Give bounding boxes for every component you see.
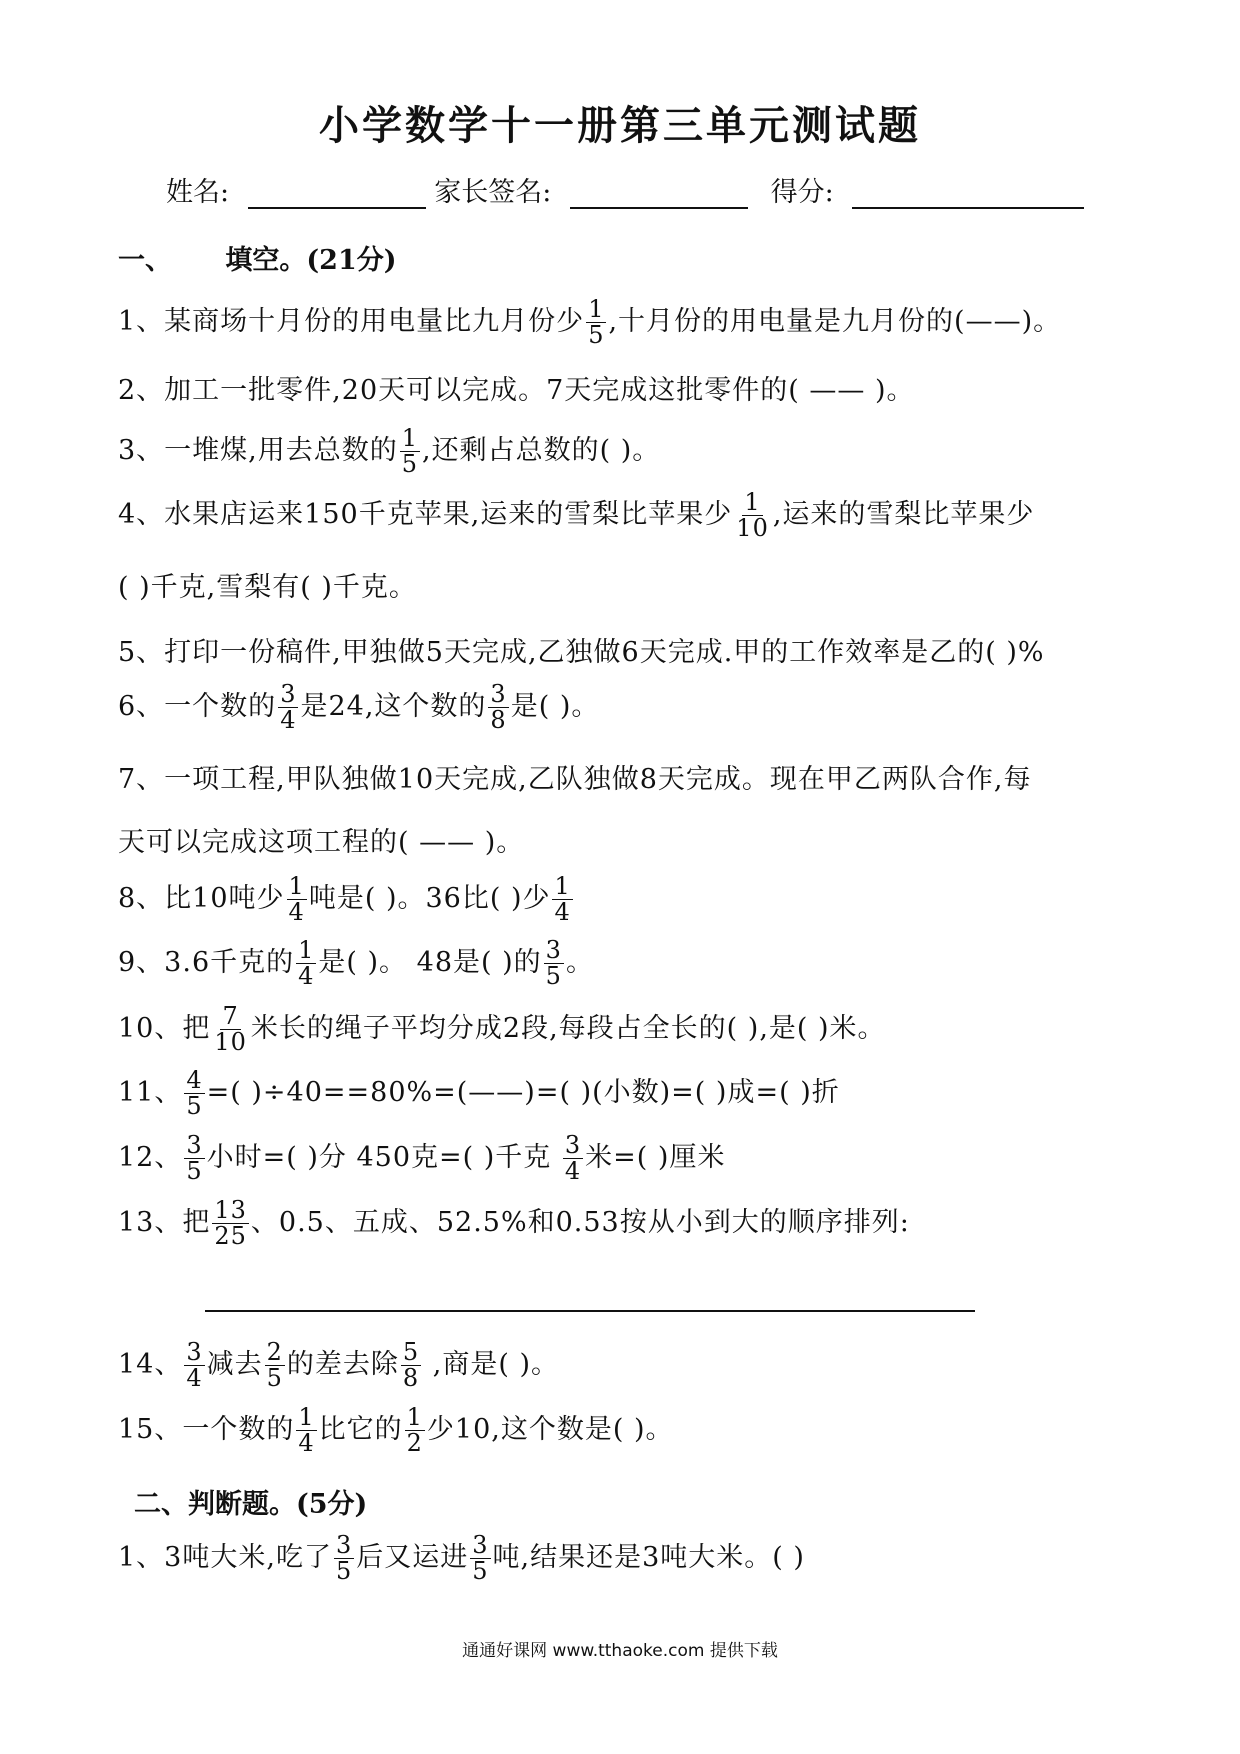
q12-fraction-2 [563,1133,583,1184]
q1-text-a: 1、某商场十月份的用电量比九月份少 [118,306,585,338]
q12-fraction-1 [184,1133,204,1184]
fraction-denominator: 5 [186,1157,203,1186]
j1-fraction-2 [470,1533,490,1584]
fraction-numerator: 1 [588,295,605,323]
fraction-denominator: 8 [402,1364,420,1393]
section-1-heading [118,238,397,277]
question-15 [118,1405,674,1456]
fraction-numerator: 3 [545,936,562,964]
q9-text-a: 9、3.6千克的 [118,947,295,979]
question-13 [118,1198,910,1249]
q11-text-a: 11、 [118,1077,183,1109]
fraction-denominator: 10 [214,1028,247,1057]
q2-text: 2、加工一批零件,20天可以完成。7天完成这批零件的( —— )。 [118,375,915,406]
fraction-denominator: 4 [298,962,315,991]
fraction-denominator: 4 [298,1429,315,1458]
question-3 [118,426,660,477]
q14-fraction-1 [184,1340,204,1391]
q13-fraction [212,1198,249,1249]
fraction-denominator: 4 [186,1364,203,1393]
fraction-denominator: 5 [266,1364,283,1393]
question-7 [118,757,1031,796]
fraction-numerator: 1 [288,872,305,900]
question-10 [118,1004,886,1055]
score-label: 得分: [770,177,834,208]
q14-fraction-3 [401,1340,421,1391]
q6-fraction-2 [488,682,508,733]
q1-text-b: ,十月份的用电量是九月份的(——)。 [608,306,1062,338]
fraction-numerator: 1 [298,1403,315,1431]
q14-fraction-2 [265,1340,285,1391]
q9-text-c: 。 [565,947,594,979]
parent-signature-label: 家长签名: [434,177,552,208]
fraction-numerator: 1 [554,872,571,900]
fraction-numerator: 3 [335,1531,353,1559]
q8-fraction-1 [287,874,307,925]
question-4 [118,490,1034,541]
q5-text: 5、打印一份稿件,甲独做5天完成,乙独做6天完成.甲的工作效率是乙的( )% [118,637,1045,668]
fraction-numerator: 3 [490,680,507,708]
question-12 [118,1133,725,1184]
q9-text-b: 是( )。 48是( )的 [318,947,542,979]
q11-text-b: =( )÷40==80%=(——)=( )(小数)=( )成=( )折 [206,1077,840,1109]
fraction-denominator: 4 [554,898,571,927]
q12-text-c: 米=( )厘米 [585,1142,726,1174]
section-1-number: 一、 [118,245,172,276]
fraction-denominator: 5 [335,1557,353,1586]
fraction-denominator: 4 [280,706,297,735]
fraction-numerator: 3 [564,1131,582,1159]
fraction-denominator: 8 [490,706,507,735]
q10-text-b: 米长的绳子平均分成2段,每段占全长的( ),是( )米。 [250,1013,886,1045]
fraction-numerator: 2 [266,1338,283,1366]
fraction-denominator: 10 [736,514,769,543]
q12-text-a: 12、 [118,1142,183,1174]
q9-fraction-1 [296,938,316,989]
q14-text-c: 的差去除 [286,1349,399,1381]
q15-fraction-2 [405,1405,425,1456]
q3-fraction [400,426,420,477]
question-14 [118,1340,559,1391]
q15-fraction-1 [296,1405,316,1456]
fraction-numerator: 1 [401,424,419,452]
question-1 [118,297,1061,348]
q4-text-c: ( )千克,雪梨有( )千克。 [118,572,417,603]
question-7-continued [118,820,524,859]
question-9 [118,938,594,989]
q12-text-b: 小时=( )分 450克=( )千克 [206,1142,561,1174]
j1-text-c: 吨,结果还是3吨大米。( ) [492,1542,805,1574]
name-blank[interactable] [248,177,426,209]
fraction-numerator: 3 [280,680,297,708]
q1-fraction [586,297,606,348]
q13-answer-line[interactable] [205,1310,975,1312]
fraction-numerator: 1 [298,936,315,964]
question-2 [118,368,915,407]
judge-question-1 [118,1533,805,1584]
question-4-continued [118,565,417,604]
q7-text-b: 天可以完成这项工程的( —— )。 [118,827,525,858]
q15-text-b: 比它的 [318,1414,403,1446]
q8-fraction-2 [552,874,572,925]
q11-fraction [184,1068,204,1119]
q4-text-a: 4、水果店运来150千克苹果,运来的雪梨比苹果少 [118,499,733,531]
fraction-numerator: 7 [222,1002,239,1030]
q15-text-c: 少10,这个数是( )。 [426,1414,674,1446]
q3-text-a: 3、一堆煤,用去总数的 [118,435,398,467]
score-blank[interactable] [852,177,1084,209]
question-5 [118,630,1045,669]
q10-text-a: 10、把 [118,1013,211,1045]
fraction-numerator: 3 [472,1531,489,1559]
j1-text-a: 1、3吨大米,吃了 [118,1542,332,1574]
q3-text-b: ,还剩占总数的( )。 [422,435,661,467]
q10-fraction [212,1004,249,1055]
fraction-numerator: 13 [214,1196,247,1224]
q4-fraction [734,490,771,541]
question-11 [118,1068,840,1119]
q8-text-b: 吨是( )。36比( )少 [308,883,551,915]
name-label: 姓名: [166,177,230,208]
fraction-numerator: 4 [186,1066,203,1094]
question-6 [118,682,599,733]
section-1-title: 填空。(21分) [225,245,397,276]
q15-text-a: 15、一个数的 [118,1414,295,1446]
fraction-denominator: 5 [588,321,605,350]
q8-text-a: 8、比10吨少 [118,883,285,915]
q4-text-b: ,运来的雪梨比苹果少 [772,499,1035,531]
fraction-denominator: 5 [545,962,562,991]
q14-text-b: 减去 [206,1349,263,1381]
q6-text-c: 是( )。 [510,691,600,723]
j1-text-b: 后又运进 [356,1542,469,1574]
page-title: 小学数学十一册第三单元测试题 [319,103,921,149]
q13-text-b: 、0.5、五成、52.5%和0.53按从小到大的顺序排列: [250,1207,910,1239]
q9-fraction-2 [544,938,564,989]
q14-text-d: ,商是( )。 [423,1349,560,1381]
q14-text-a: 14、 [118,1349,183,1381]
parent-signature-blank[interactable] [570,177,748,209]
fraction-numerator: 1 [406,1403,423,1431]
q6-text-b: 是24,这个数的 [300,691,487,723]
fraction-denominator: 5 [472,1557,489,1586]
student-info-row [166,170,1084,209]
fraction-denominator: 4 [564,1157,582,1186]
fraction-numerator: 3 [186,1338,203,1366]
fraction-denominator: 4 [288,898,305,927]
fraction-numerator: 3 [186,1131,203,1159]
question-8 [118,874,575,925]
q7-text-a: 7、一项工程,甲队独做10天完成,乙队独做8天完成。现在甲乙两队合作,每 [118,764,1032,795]
fraction-numerator: 1 [744,488,761,516]
j1-fraction-1 [334,1533,354,1584]
fraction-denominator: 25 [214,1222,247,1251]
fraction-denominator: 2 [406,1429,423,1458]
q6-fraction-1 [278,682,298,733]
footer: 通通好课网 www.tthaoke.com 提供下载 [462,1641,778,1661]
fraction-denominator: 5 [186,1092,203,1121]
fraction-numerator: 5 [402,1338,420,1366]
fraction-denominator: 5 [401,450,419,479]
q6-text-a: 6、一个数的 [118,691,277,723]
q13-text-a: 13、把 [118,1207,211,1239]
section-2-heading: 二、判断题。(5分) [134,1489,368,1520]
